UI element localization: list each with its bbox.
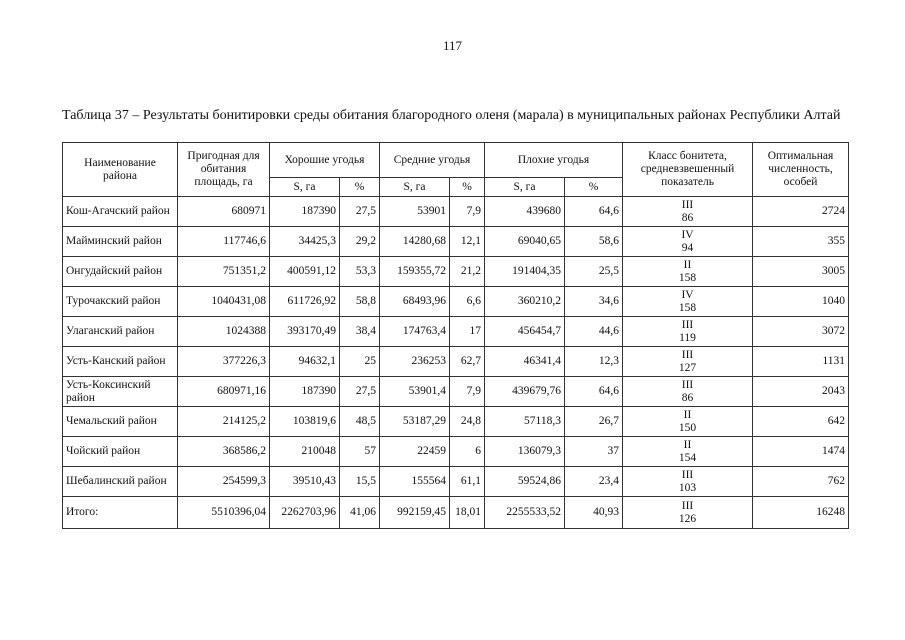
- cell-bonitet-class: [623, 467, 753, 497]
- cell-poor-s: 2255533,52: [485, 497, 565, 529]
- cell-optimal: 355: [753, 227, 849, 257]
- table-row: [63, 347, 849, 377]
- cell-medium-s: 53901: [380, 197, 450, 227]
- cell-medium-s: 992159,45: [380, 497, 450, 529]
- bonitet-index-value: 119: [679, 331, 696, 344]
- cell-poor-pct: 23,4: [565, 467, 623, 497]
- cell-district: Усть-Канский район: [63, 347, 178, 377]
- cell-good-pct: 25: [340, 347, 380, 377]
- cell-bonitet-class: [623, 497, 753, 529]
- header-district: Наименование района: [63, 143, 178, 197]
- table-row: [63, 467, 849, 497]
- table-row: [63, 317, 849, 347]
- cell-good-s: 393170,49: [270, 317, 340, 347]
- cell-poor-s: 69040,65: [485, 227, 565, 257]
- cell-district: Усть-Коксинский район: [63, 377, 178, 407]
- bonitet-class-value: II: [683, 438, 692, 451]
- cell-good-pct: 38,4: [340, 317, 380, 347]
- bonitet-class-value: III: [681, 499, 694, 512]
- cell-poor-pct: 26,7: [565, 407, 623, 437]
- cell-bonitet-class: [623, 407, 753, 437]
- cell-area: 1040431,08: [178, 287, 270, 317]
- header-medium-pct: %: [450, 178, 485, 197]
- cell-medium-pct: 7,9: [450, 377, 485, 407]
- header-row-main: [63, 143, 849, 178]
- cell-poor-s: 360210,2: [485, 287, 565, 317]
- cell-area: 377226,3: [178, 347, 270, 377]
- cell-district: Чемальский район: [63, 407, 178, 437]
- cell-medium-pct: 6,6: [450, 287, 485, 317]
- cell-medium-pct: 24,8: [450, 407, 485, 437]
- cell-poor-pct: 40,93: [565, 497, 623, 529]
- bonitet-index-value: 154: [678, 451, 697, 464]
- cell-good-pct: 15,5: [340, 467, 380, 497]
- cell-poor-s: 439680: [485, 197, 565, 227]
- cell-area: 117746,6: [178, 227, 270, 257]
- cell-good-pct: 57: [340, 437, 380, 467]
- cell-medium-pct: 18,01: [450, 497, 485, 529]
- bonitet-class-value: III: [681, 198, 694, 211]
- cell-bonitet-class: [623, 197, 753, 227]
- cell-optimal: 2043: [753, 377, 849, 407]
- cell-poor-pct: 64,6: [565, 377, 623, 407]
- cell-poor-pct: 58,6: [565, 227, 623, 257]
- cell-area: 368586,2: [178, 437, 270, 467]
- cell-bonitet-class: [623, 377, 753, 407]
- cell-good-s: 94632,1: [270, 347, 340, 377]
- header-good-pct: %: [340, 178, 380, 197]
- table-total-row: [63, 497, 849, 529]
- header-bonitet-class: Класс бонитета, средневзвешенный показатель: [623, 143, 753, 197]
- cell-good-s: 103819,6: [270, 407, 340, 437]
- cell-bonitet-class: [623, 257, 753, 287]
- table-caption: Таблица 37 – Результаты бонитировки среды обитания благородного оленя (марала) в муниципальных районах Республики Алтай: [62, 108, 841, 123]
- bonitet-class-value: III: [681, 468, 694, 481]
- table-row: [63, 227, 849, 257]
- cell-area: 5510396,04: [178, 497, 270, 529]
- table-row: [63, 437, 849, 467]
- cell-poor-pct: 12,3: [565, 347, 623, 377]
- bonitet-index-value: 158: [678, 301, 697, 314]
- table-row: [63, 377, 849, 407]
- cell-good-pct: 27,5: [340, 197, 380, 227]
- cell-medium-s: 68493,96: [380, 287, 450, 317]
- cell-district: Кош-Агачский район: [63, 197, 178, 227]
- header-poor-pct: %: [565, 178, 623, 197]
- cell-medium-pct: 61,1: [450, 467, 485, 497]
- cell-good-s: 39510,43: [270, 467, 340, 497]
- cell-district: Чойский район: [63, 437, 178, 467]
- cell-optimal: 642: [753, 407, 849, 437]
- cell-good-s: 210048: [270, 437, 340, 467]
- bonitet-index-value: 103: [678, 481, 697, 494]
- cell-district: Турочакский район: [63, 287, 178, 317]
- header-medium-s: S, га: [380, 178, 450, 197]
- header-poor-lands: Плохие угодья: [485, 143, 623, 178]
- cell-medium-pct: 17: [450, 317, 485, 347]
- cell-good-pct: 27,5: [340, 377, 380, 407]
- cell-area: 680971: [178, 197, 270, 227]
- bonitet-class-value: III: [681, 348, 694, 361]
- bonitet-class-value: III: [681, 318, 694, 331]
- cell-optimal: 3005: [753, 257, 849, 287]
- cell-optimal: 1474: [753, 437, 849, 467]
- cell-good-s: 611726,92: [270, 287, 340, 317]
- header-good-s: S, га: [270, 178, 340, 197]
- cell-poor-s: 57118,3: [485, 407, 565, 437]
- cell-poor-s: 136079,3: [485, 437, 565, 467]
- cell-district: Майминский район: [63, 227, 178, 257]
- cell-medium-pct: 12,1: [450, 227, 485, 257]
- cell-district: Улаганский район: [63, 317, 178, 347]
- cell-medium-pct: 62,7: [450, 347, 485, 377]
- cell-poor-s: 59524,86: [485, 467, 565, 497]
- bonitet-table: [62, 142, 849, 529]
- bonitet-index-value: 150: [678, 421, 697, 434]
- cell-optimal: 2724: [753, 197, 849, 227]
- cell-bonitet-class: [623, 437, 753, 467]
- bonitet-index-value: 127: [678, 361, 697, 374]
- cell-poor-s: 456454,7: [485, 317, 565, 347]
- cell-medium-s: 14280,68: [380, 227, 450, 257]
- bonitet-index-value: 86: [681, 211, 694, 224]
- cell-district: Шебалинский район: [63, 467, 178, 497]
- table-row: [63, 197, 849, 227]
- cell-optimal: 16248: [753, 497, 849, 529]
- bonitet-class-value: IV: [681, 288, 694, 301]
- cell-area: 680971,16: [178, 377, 270, 407]
- bonitet-index-value: 126: [678, 512, 697, 525]
- bonitet-class-value: IV: [681, 228, 694, 241]
- table-row: [63, 257, 849, 287]
- cell-good-pct: 48,5: [340, 407, 380, 437]
- cell-area: 751351,2: [178, 257, 270, 287]
- cell-optimal: 3072: [753, 317, 849, 347]
- table-row: [63, 287, 849, 317]
- cell-bonitet-class: [623, 317, 753, 347]
- cell-medium-s: 236253: [380, 347, 450, 377]
- cell-bonitet-class: [623, 287, 753, 317]
- cell-optimal: 1131: [753, 347, 849, 377]
- cell-good-s: 187390: [270, 377, 340, 407]
- cell-good-s: 2262703,96: [270, 497, 340, 529]
- cell-optimal: 1040: [753, 287, 849, 317]
- cell-good-pct: 53,3: [340, 257, 380, 287]
- cell-area: 1024388: [178, 317, 270, 347]
- cell-medium-s: 155564: [380, 467, 450, 497]
- cell-good-pct: 58,8: [340, 287, 380, 317]
- bonitet-class-value: II: [683, 408, 692, 421]
- header-suitable-area: Пригодная для обитания площадь, га: [178, 143, 270, 197]
- cell-poor-pct: 37: [565, 437, 623, 467]
- cell-bonitet-class: [623, 347, 753, 377]
- bonitet-class-value: II: [683, 258, 692, 271]
- cell-optimal: 762: [753, 467, 849, 497]
- bonitet-class-value: III: [681, 378, 694, 391]
- cell-area: 214125,2: [178, 407, 270, 437]
- header-optimal-number: Оптимальная численность, особей: [753, 143, 849, 197]
- cell-good-s: 34425,3: [270, 227, 340, 257]
- cell-good-s: 400591,12: [270, 257, 340, 287]
- cell-medium-s: 159355,72: [380, 257, 450, 287]
- cell-bonitet-class: [623, 227, 753, 257]
- cell-poor-s: 46341,4: [485, 347, 565, 377]
- cell-poor-pct: 34,6: [565, 287, 623, 317]
- cell-poor-pct: 64,6: [565, 197, 623, 227]
- header-good-lands: Хорошие угодья: [270, 143, 380, 178]
- page-number: 117: [442, 38, 463, 53]
- bonitet-index-value: 94: [681, 241, 694, 254]
- table-row: [63, 407, 849, 437]
- cell-poor-pct: 44,6: [565, 317, 623, 347]
- cell-medium-pct: 21,2: [450, 257, 485, 287]
- cell-medium-pct: 6: [450, 437, 485, 467]
- cell-good-pct: 41,06: [340, 497, 380, 529]
- cell-poor-s: 191404,35: [485, 257, 565, 287]
- cell-district: Итого:: [63, 497, 178, 529]
- cell-good-pct: 29,2: [340, 227, 380, 257]
- cell-medium-s: 22459: [380, 437, 450, 467]
- cell-medium-s: 53901,4: [380, 377, 450, 407]
- cell-poor-s: 439679,76: [485, 377, 565, 407]
- header-poor-s: S, га: [485, 178, 565, 197]
- cell-area: 254599,3: [178, 467, 270, 497]
- cell-medium-s: 174763,4: [380, 317, 450, 347]
- cell-medium-pct: 7,9: [450, 197, 485, 227]
- cell-medium-s: 53187,29: [380, 407, 450, 437]
- cell-poor-pct: 25,5: [565, 257, 623, 287]
- header-medium-lands: Средние угодья: [380, 143, 485, 178]
- cell-district: Онгудайский район: [63, 257, 178, 287]
- bonitet-index-value: 158: [678, 271, 697, 284]
- bonitet-index-value: 86: [681, 391, 694, 404]
- cell-good-s: 187390: [270, 197, 340, 227]
